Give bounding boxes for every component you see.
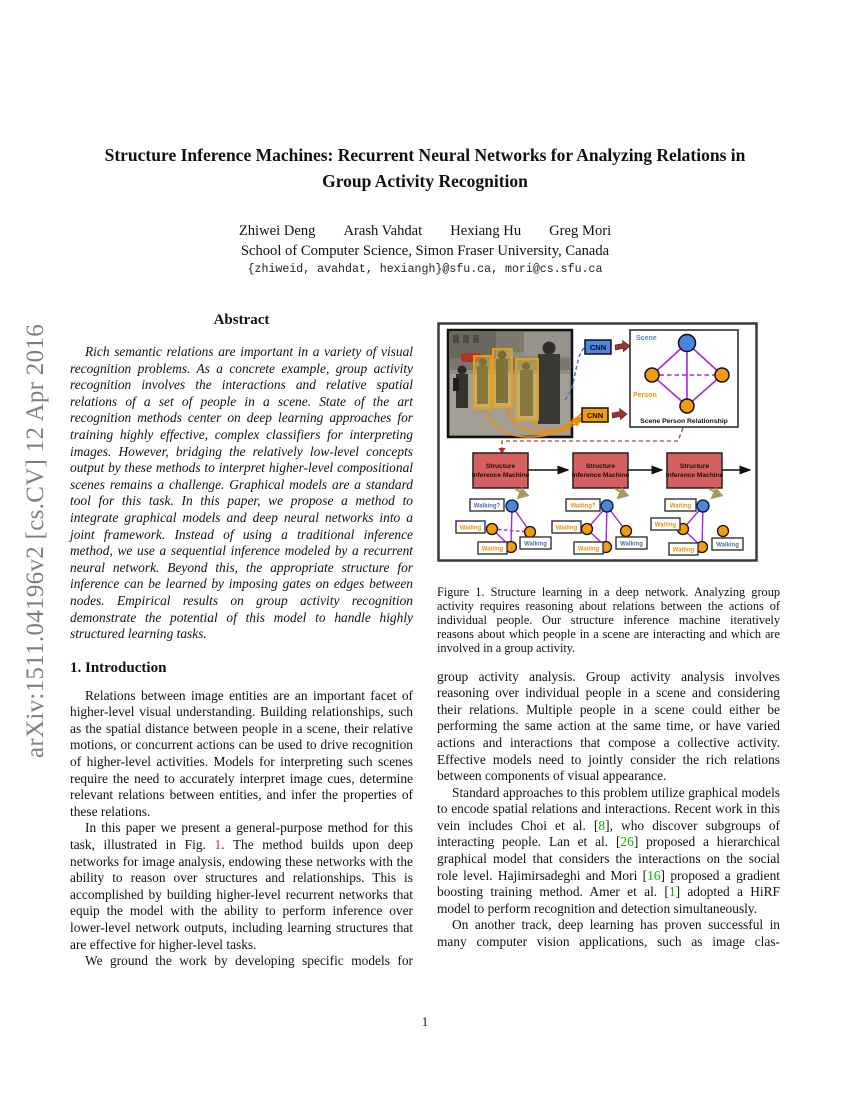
body-text: . The method builds upon deep networks for image analysis, endowing these networks with the ability to reason over structures and relationships. This is accomplished by building higher-level recurrent networks that equip the model with the ability to perform inference over lower-level network outputs, including learning structures that are effective for higher-level tasks. [70, 837, 414, 952]
reference-link[interactable]: 8 [598, 817, 606, 833]
right-paragraph-3: On another track, deep learning has proven successful in many computer vision applications, such as image clas- [437, 917, 780, 950]
sim-label: Structure [679, 463, 710, 470]
author-name: Hexiang Hu [450, 223, 522, 239]
scene-person-graph [630, 330, 738, 427]
figure-1-caption: Figure 1. Structure learning in a deep network. Analyzing group activity requires reasoning about relations between the actions of individual people. Our structure inference machine iteratively reasons about which people in a scene are interacting and which are involved in a group activity. [437, 585, 780, 655]
action-label: Walking [524, 541, 547, 548]
sim-box-2 [573, 453, 628, 488]
person-node [645, 368, 659, 382]
person-node [715, 368, 729, 382]
sim-label: Inference Machine [471, 472, 530, 479]
scene-node-label: Scene [636, 335, 657, 342]
sim-box-3 [667, 453, 722, 488]
body-text: Standard approaches to this problem utilize graphical models to encode spatial relations and interactions. Recent work in this vein includes Choi et al. [ [437, 784, 780, 833]
body-text: ], who discover subgroups of interacting people. Lan et al. [ [437, 817, 780, 850]
scene-node [679, 335, 696, 352]
sim-box-1 [473, 453, 528, 488]
person-node [680, 399, 694, 413]
body-text: ] proposed a gradient boosting training method. Amer et al. [ [437, 867, 780, 900]
right-paragraph-1: group activity analysis. Group activity analysis involves reasoning over individual people in a scene and considering their relations. Multiple people in a scene could either be performing the same action at the same time, or have varied actions and interactions that compose a collective activity. Effective models need to jointly consider the rich relations between components of visual appearance. [437, 668, 780, 784]
action-label: Waiting [672, 547, 695, 554]
sim-label: Structure [585, 463, 616, 470]
intro-paragraph-3: We ground the work by developing specific models for [85, 953, 413, 969]
sim-label: Inference Machine [665, 472, 724, 479]
author-list [0, 223, 850, 240]
author-name: Arash Vahdat [343, 223, 423, 239]
action-label: Walking [620, 541, 643, 548]
section-heading-introduction: 1. Introduction [70, 659, 167, 676]
sim-label: Structure [485, 463, 516, 470]
action-label: Waiting [577, 546, 600, 553]
isolated-person-node [718, 526, 729, 537]
cnn-scene-label: CNN [589, 343, 607, 352]
arxiv-banner: arXiv:1511.04196v2 [cs.CV] 12 Apr 2016 [22, 323, 49, 759]
sim-label: Inference Machine [571, 472, 630, 479]
body-text: ] proposed a hierarchical graphical model that considers the interactions on the social role level. Hajimirsadeghi and Mori [ [437, 834, 780, 883]
author-name: Greg Mori [549, 223, 612, 239]
action-label: Waiting [555, 525, 578, 532]
reference-link[interactable]: 1 [214, 837, 222, 853]
paper-title: Structure Inference Machines: Recurrent Neural Networks for Analyzing Relations in Group Activity Recognition [104, 145, 746, 191]
author-emails: {zhiweid, avahdat, hexiangh}@sfu.ca, mori@cs.sfu.ca [247, 263, 603, 276]
reference-link[interactable]: 1 [668, 884, 676, 900]
body-text: ] adopted a HiRF model to perform recognition and detection simultaneously. [437, 884, 781, 916]
action-label: Walking [716, 542, 739, 549]
intro-paragraph-1: Relations between image entities are an important facet of higher-level visual understanding. Building relationships, such as the spatial distance between people in a scene, their relative motions, or concurrent actions can be used to drive recognition of higher-level activities. Models for interpreting such scenes require the need to accurately interpret image cues, determine relevant relations between entities, and infer the properties of these relations. [70, 687, 413, 819]
right-column [437, 322, 780, 951]
page-number: 1 [421, 1014, 429, 1029]
action-label: Waiting [459, 525, 482, 532]
graph-caption: Scene Person Relationship [640, 418, 728, 425]
person-node-label: Person [633, 392, 657, 399]
affiliation: School of Computer Science, Simon Fraser University, Canada [240, 243, 610, 259]
left-column [70, 312, 413, 970]
author-name: Zhiwei Deng [238, 223, 316, 239]
action-label: Waiting [669, 503, 692, 510]
intro-paragraph-2 [70, 820, 413, 953]
reference-link[interactable]: 16 [647, 867, 661, 883]
abstract-heading: Abstract [213, 312, 270, 328]
street-photo [448, 330, 572, 437]
action-label: Walking? [473, 503, 501, 510]
figure-1 [437, 322, 758, 562]
action-label: Waiting [481, 546, 504, 553]
cnn-person-label: CNN [586, 411, 604, 420]
abstract-text: Rich semantic relations are important in a variety of visual recognition problems. As a concrete example, group activity recognition involves the interactions and relative spatial relations of a set of people in a scene. State of the art recognition methods center on deep learning approaches for training highly effective, complex classifiers for interpreting images. However, bridging the relatively low-level concepts output by these methods to interpret higher-level compositional scenes remains a challenge. Graphical models are a standard tool for this task. In this paper, we propose a method to integrate graphical models and deep neural networks into a joint framework. Instead of using a traditional inference method, we use a sequential inference modeled by a recurrent neural network. Beyond this, the appropriate structure for inference can be learned by imposing gates on edges between nodes. Empirical results on group activity recognition demonstrate the potential of this model to handle highly structured learning tasks. [70, 344, 413, 642]
action-label: Waiting [654, 522, 677, 529]
right-paragraph-2 [437, 785, 780, 918]
body-text: In this paper we present a general-purpose method for this task, illustrated in Fig. [70, 820, 413, 853]
reference-link[interactable]: 26 [620, 834, 634, 850]
action-label: Waiting? [570, 503, 596, 510]
figure-1-graphic [437, 322, 758, 562]
